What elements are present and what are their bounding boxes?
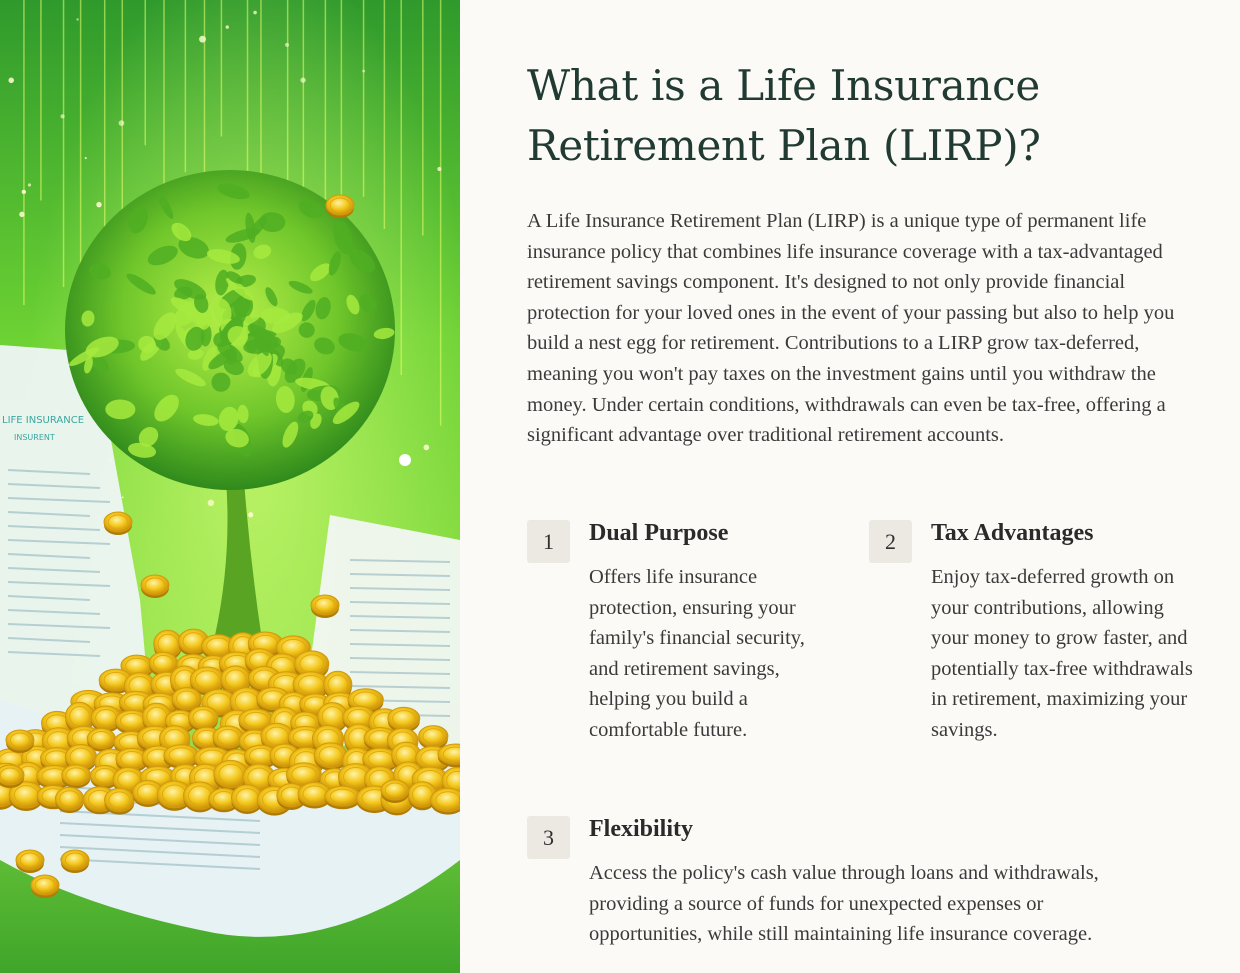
money-tree-illustration xyxy=(0,0,460,973)
document-heading-2: INSURENT xyxy=(14,433,55,442)
page-title: What is a Life Insurance Retirement Plan (LIRP)? xyxy=(527,61,1041,170)
feature-number-badge: 1 xyxy=(527,520,570,563)
feature-title: Tax Advantages xyxy=(931,520,1094,546)
feature-dual-purpose xyxy=(527,520,827,780)
feature-description: Offers life insurance protection, ensuring your family's financial security, and retirement savings, helping you build a comfortable future. xyxy=(589,566,805,741)
intro-paragraph: A Life Insurance Retirement Plan (LIRP) is a unique type of permanent life insurance policy that combines life insurance coverage with a tax-advantaged retirement savings component. It's designed to not only provide financial protection for your loved ones in the event of your passing but also to help you build a nest egg for retirement. Contributions to a LIRP grow tax-deferred, meaning you won't pay taxes on the investment gains until you withdraw the money. Under certain conditions, withdrawals can even be tax-free, offering a significant advantage over traditional retirement accounts. xyxy=(527,210,1175,447)
feature-tax-advantages xyxy=(869,520,1197,780)
feature-number-badge: 2 xyxy=(869,520,912,563)
feature-number-badge: 3 xyxy=(527,816,570,859)
feature-title: Flexibility xyxy=(589,816,693,842)
hero-image xyxy=(0,0,460,973)
feature-description: Access the policy's cash value through loans and withdrawals, providing a source of funds for unexpected expenses or opportunities, while still maintaining life insurance coverage. xyxy=(589,862,1099,946)
feature-description: Enjoy tax-deferred growth on your contributions, allowing your money to grow faster, and potentially tax-free withdrawals in retirement, maximizing your savings. xyxy=(931,566,1193,741)
feature-flexibility xyxy=(527,816,1197,956)
content-column xyxy=(527,0,1197,946)
document-heading-1: LIFE INSURANCE xyxy=(2,415,85,426)
feature-title: Dual Purpose xyxy=(589,520,729,546)
